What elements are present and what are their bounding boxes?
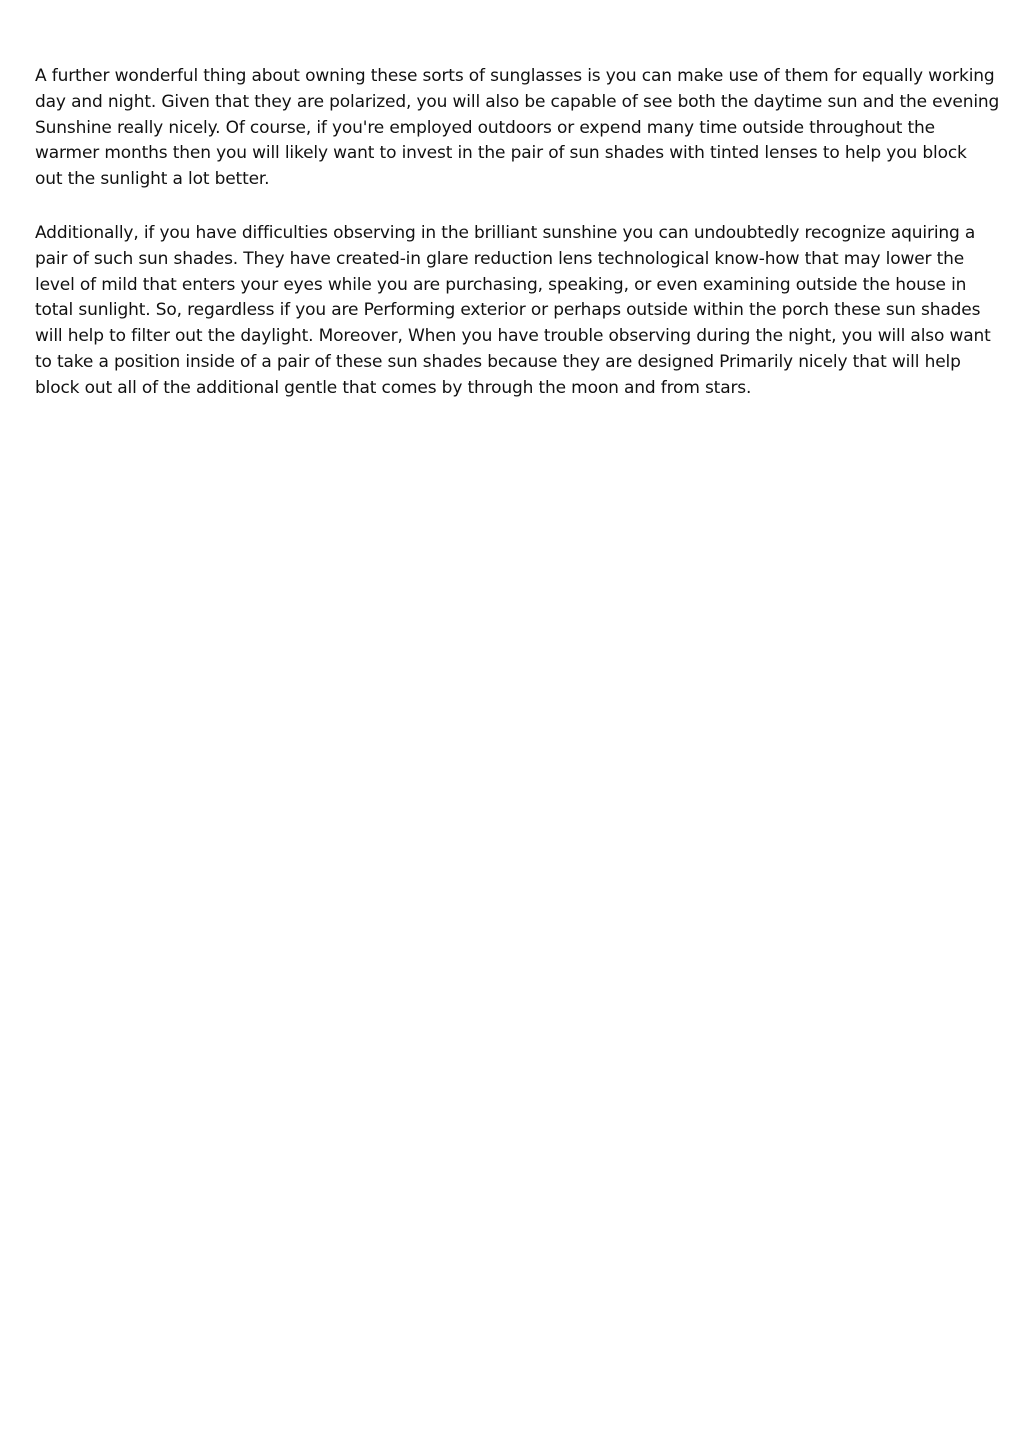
paragraph-line: total sunlight. So, regardless if you are Performing exterior or perhaps outside within the porch these sun shades: [35, 300, 981, 321]
paragraph-line: warmer months then you will likely want to invest in the pair of sun shades with tinted lenses to help you block: [35, 143, 967, 164]
paragraph-line: out the sunlight a lot better.: [35, 169, 270, 190]
paragraph-line: A further wonderful thing about owning these sorts of sunglasses is you can make use of them for equally working: [35, 66, 995, 86]
paragraph-line: level of mild that enters your eyes while you are purchasing, speaking, or even examining outside the house in: [35, 274, 967, 295]
paragraph-line: day and night. Given that they are polarized, you will also be capable of see both the daytime sun and the evening: [35, 91, 1000, 112]
paragraph-line: Additionally, if you have difficulties observing in the brilliant sunshine you can undoubtedly recognize aquiring a: [35, 222, 976, 243]
paragraph-line: Sunshine really nicely. Of course, if you're employed outdoors or expend many time outside throughout the: [35, 117, 935, 138]
paragraph-line: pair of such sun shades. They have created-in glare reduction lens technological know-how that may lower the: [35, 248, 965, 269]
paragraph-1: [35, 64, 1000, 193]
paragraph-line: block out all of the additional gentle that comes by through the moon and from stars.: [35, 377, 752, 398]
paragraph-2: [35, 221, 1000, 402]
document-page: [35, 64, 1000, 430]
paragraph-line: to take a position inside of a pair of these sun shades because they are designed Primarily nicely that will help: [35, 351, 961, 372]
paragraph-line: will help to filter out the daylight. Moreover, When you have trouble observing during the night, you will also want: [35, 326, 991, 347]
